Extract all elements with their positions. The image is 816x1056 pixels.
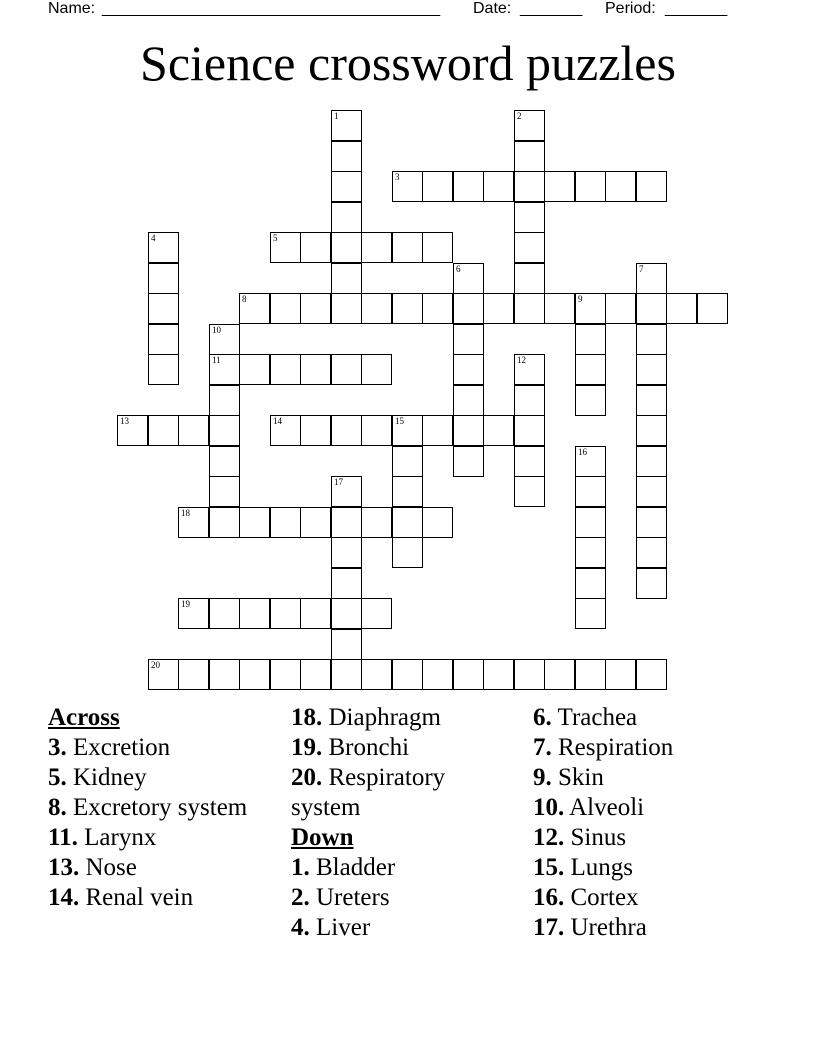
grid-cell[interactable] (483, 659, 514, 690)
clue-column-1 (48, 703, 273, 913)
clue-item (291, 763, 516, 823)
clue-item-number: 7. (533, 734, 552, 761)
grid-cell[interactable] (636, 537, 667, 568)
clue-number: 12 (517, 355, 526, 365)
grid-cell[interactable] (331, 659, 362, 690)
grid-cell[interactable] (331, 537, 362, 568)
grid-cell[interactable] (575, 476, 606, 507)
clue-item (291, 883, 516, 913)
clue-number: 18 (181, 508, 190, 518)
grid-cell[interactable] (514, 415, 545, 446)
grid-cell[interactable] (148, 354, 179, 385)
grid-cell[interactable] (422, 171, 453, 202)
grid-cell[interactable] (361, 507, 392, 538)
clue-item (48, 793, 273, 823)
grid-cell[interactable] (636, 263, 667, 294)
clue-item (533, 733, 773, 763)
grid-cell[interactable] (666, 293, 697, 324)
clue-number: 9 (578, 294, 583, 304)
clue-item-number: 2. (291, 884, 310, 911)
grid-cell[interactable] (636, 446, 667, 477)
clue-number: 13 (120, 416, 129, 426)
grid-cell[interactable] (514, 385, 545, 416)
clue-item (48, 733, 273, 763)
clue-item-text: Excretory system (66, 794, 248, 821)
grid-cell[interactable] (239, 507, 270, 538)
clue-number: 19 (181, 599, 190, 609)
clue-item-number: 18. (291, 704, 323, 731)
grid-cell[interactable] (361, 598, 392, 629)
clue-item-number: 6. (533, 704, 552, 731)
clue-item-text: Bladder (309, 854, 396, 881)
clue-number: 2 (517, 111, 522, 121)
grid-cell[interactable] (575, 354, 606, 385)
clue-number: 8 (242, 294, 247, 304)
grid-cell[interactable] (544, 171, 575, 202)
grid-cell[interactable] (209, 659, 240, 690)
grid-cell[interactable] (209, 598, 240, 629)
clue-number: 15 (395, 416, 404, 426)
grid-cell[interactable] (392, 476, 423, 507)
clue-item-text: Respiratory system (291, 764, 446, 821)
grid-cell[interactable] (331, 568, 362, 599)
clue-number: 1 (334, 111, 339, 121)
across-heading: Across (48, 704, 120, 731)
grid-cell[interactable] (453, 446, 484, 477)
clue-item-number: 12. (533, 824, 565, 851)
clue-item-number: 19. (291, 734, 323, 761)
grid-cell[interactable] (575, 659, 606, 690)
clue-column-3 (533, 703, 773, 943)
clue-item-text: Respiration (551, 734, 674, 761)
grid-cell[interactable] (300, 659, 331, 690)
grid-cell[interactable] (514, 476, 545, 507)
grid-cell[interactable] (331, 232, 362, 263)
grid-cell[interactable] (392, 293, 423, 324)
clue-item (48, 853, 273, 883)
grid-cell[interactable] (575, 446, 606, 477)
grid-cell[interactable] (575, 507, 606, 538)
clue-number: 6 (456, 264, 461, 274)
grid-cell[interactable] (331, 598, 362, 629)
grid-cell[interactable] (209, 446, 240, 477)
grid-cell[interactable] (209, 354, 240, 385)
grid-cell[interactable] (178, 507, 209, 538)
grid-cell[interactable] (361, 354, 392, 385)
clue-item (533, 883, 773, 913)
grid-cell[interactable] (544, 293, 575, 324)
clue-item-number: 3. (48, 734, 67, 761)
grid-cell[interactable] (605, 659, 636, 690)
grid-cell[interactable] (392, 507, 423, 538)
clue-item-text: Ureters (309, 884, 390, 911)
clue-item-number: 20. (291, 764, 323, 791)
grid-cell[interactable] (575, 324, 606, 355)
grid-cell[interactable] (270, 598, 301, 629)
clue-item-text: Skin (551, 764, 604, 791)
clue-number: 14 (273, 416, 282, 426)
down-heading: Down (291, 824, 354, 851)
grid-cell[interactable] (239, 598, 270, 629)
name-field[interactable]: ______________________________________ (102, 0, 441, 17)
grid-cell[interactable] (239, 293, 270, 324)
period-label: Period: (605, 0, 656, 17)
grid-cell[interactable] (148, 659, 179, 690)
clue-item (533, 703, 773, 733)
grid-cell[interactable] (483, 415, 514, 446)
grid-cell[interactable] (453, 171, 484, 202)
grid-cell[interactable] (636, 171, 667, 202)
clue-number: 4 (151, 233, 156, 243)
grid-cell[interactable] (148, 415, 179, 446)
grid-cell[interactable] (270, 507, 301, 538)
grid-cell[interactable] (636, 324, 667, 355)
clue-item (291, 733, 516, 763)
grid-cell[interactable] (300, 293, 331, 324)
grid-cell[interactable] (148, 324, 179, 355)
grid-cell[interactable] (514, 110, 545, 141)
clue-item-number: 9. (533, 764, 552, 791)
grid-cell[interactable] (392, 537, 423, 568)
grid-cell[interactable] (636, 476, 667, 507)
clue-item-number: 14. (48, 884, 80, 911)
grid-cell[interactable] (514, 202, 545, 233)
clue-item-text: Urethra (564, 914, 647, 941)
clue-item (533, 823, 773, 853)
grid-cell[interactable] (636, 568, 667, 599)
grid-cell[interactable] (239, 354, 270, 385)
grid-cell[interactable] (544, 659, 575, 690)
clue-item-number: 1. (291, 854, 310, 881)
grid-cell[interactable] (331, 293, 362, 324)
grid-cell[interactable] (178, 598, 209, 629)
grid-cell[interactable] (605, 293, 636, 324)
clue-item-text: Bronchi (322, 734, 410, 761)
clue-item-text: Sinus (564, 824, 627, 851)
grid-cell[interactable] (270, 659, 301, 690)
grid-cell[interactable] (575, 385, 606, 416)
grid-cell[interactable] (270, 415, 301, 446)
grid-cell[interactable] (331, 171, 362, 202)
grid-cell[interactable] (453, 385, 484, 416)
clue-item-number: 8. (48, 794, 67, 821)
clue-item-text: Kidney (66, 764, 147, 791)
date-label: Date: (473, 0, 512, 17)
clue-item (291, 703, 516, 733)
grid-cell[interactable] (361, 293, 392, 324)
clue-item-number: 4. (291, 914, 310, 941)
grid-cell[interactable] (178, 415, 209, 446)
grid-cell[interactable] (209, 507, 240, 538)
grid-cell[interactable] (300, 507, 331, 538)
clue-item-text: Nose (79, 854, 137, 881)
clue-item (291, 853, 516, 883)
grid-cell[interactable] (361, 232, 392, 263)
grid-cell[interactable] (209, 415, 240, 446)
grid-cell[interactable] (331, 476, 362, 507)
grid-cell[interactable] (209, 476, 240, 507)
clue-item (48, 823, 273, 853)
grid-cell[interactable] (331, 629, 362, 660)
grid-cell[interactable] (392, 232, 423, 263)
grid-cell[interactable] (575, 568, 606, 599)
clue-item-number: 17. (533, 914, 565, 941)
date-field[interactable]: _______ (520, 0, 583, 17)
clue-item-text: Cortex (564, 884, 639, 911)
clue-number: 20 (151, 660, 160, 670)
clue-item-text: Diaphragm (322, 704, 441, 731)
grid-cell[interactable] (422, 507, 453, 538)
grid-cell[interactable] (331, 141, 362, 172)
grid-cell[interactable] (361, 659, 392, 690)
grid-cell[interactable] (636, 659, 667, 690)
grid-cell[interactable] (514, 232, 545, 263)
grid-cell[interactable] (331, 263, 362, 294)
name-label: Name: (48, 0, 96, 17)
grid-cell[interactable] (605, 171, 636, 202)
grid-cell[interactable] (422, 659, 453, 690)
grid-cell[interactable] (209, 324, 240, 355)
clue-item-number: 15. (533, 854, 565, 881)
clue-item (533, 763, 773, 793)
grid-cell[interactable] (514, 141, 545, 172)
grid-cell[interactable] (239, 659, 270, 690)
clue-item (48, 763, 273, 793)
grid-cell[interactable] (209, 385, 240, 416)
grid-cell[interactable] (331, 415, 362, 446)
grid-cell[interactable] (270, 232, 301, 263)
clue-item-text: Lungs (564, 854, 633, 881)
grid-cell[interactable] (392, 415, 423, 446)
grid-cell[interactable] (300, 354, 331, 385)
grid-cell[interactable] (331, 110, 362, 141)
grid-cell[interactable] (392, 171, 423, 202)
period-field[interactable]: _______ (665, 0, 728, 17)
grid-cell[interactable] (514, 659, 545, 690)
grid-cell[interactable] (636, 385, 667, 416)
grid-cell[interactable] (331, 507, 362, 538)
grid-cell[interactable] (636, 293, 667, 324)
clue-item-text: Alveoli (564, 794, 645, 821)
grid-cell[interactable] (178, 659, 209, 690)
clue-item (533, 793, 773, 823)
clue-item (533, 853, 773, 883)
clue-item-number: 5. (48, 764, 67, 791)
grid-cell[interactable] (514, 171, 545, 202)
grid-cell[interactable] (148, 232, 179, 263)
grid-cell[interactable] (117, 415, 148, 446)
grid-cell[interactable] (575, 598, 606, 629)
grid-cell[interactable] (483, 293, 514, 324)
grid-cell[interactable] (148, 263, 179, 294)
clue-item-number: 11. (48, 824, 78, 851)
clue-item-text: Trachea (551, 704, 638, 731)
clue-item-text: Renal vein (79, 884, 194, 911)
grid-cell[interactable] (575, 293, 606, 324)
grid-cell[interactable] (514, 263, 545, 294)
grid-cell[interactable] (453, 293, 484, 324)
grid-cell[interactable] (300, 415, 331, 446)
grid-cell[interactable] (453, 263, 484, 294)
clue-column-2 (291, 703, 516, 943)
clue-item-text: Larynx (77, 824, 157, 851)
grid-cell[interactable] (422, 232, 453, 263)
grid-cell[interactable] (148, 293, 179, 324)
grid-cell[interactable] (483, 171, 514, 202)
grid-cell[interactable] (422, 293, 453, 324)
grid-cell[interactable] (392, 446, 423, 477)
grid-cell[interactable] (300, 232, 331, 263)
grid-cell[interactable] (636, 354, 667, 385)
clue-number: 11 (212, 355, 221, 365)
grid-cell[interactable] (636, 507, 667, 538)
grid-cell[interactable] (392, 659, 423, 690)
grid-cell[interactable] (575, 171, 606, 202)
clue-item (533, 913, 773, 943)
page-title: Science crossword puzzles (140, 35, 676, 91)
grid-cell[interactable] (300, 598, 331, 629)
grid-cell[interactable] (422, 415, 453, 446)
clue-number: 17 (334, 477, 343, 487)
clue-item-number: 10. (533, 794, 565, 821)
clue-number: 7 (639, 264, 644, 274)
grid-cell[interactable] (697, 293, 728, 324)
grid-cell[interactable] (636, 415, 667, 446)
clue-item-number: 13. (48, 854, 80, 881)
grid-cell[interactable] (575, 537, 606, 568)
clue-item-text: Excretion (66, 734, 171, 761)
clue-number: 16 (578, 447, 587, 457)
grid-cell[interactable] (270, 354, 301, 385)
clue-number: 10 (212, 325, 221, 335)
clue-item-text: Liver (309, 914, 371, 941)
clue-number: 5 (273, 233, 278, 243)
grid-cell[interactable] (514, 293, 545, 324)
grid-cell[interactable] (331, 354, 362, 385)
grid-cell[interactable] (453, 324, 484, 355)
grid-cell[interactable] (331, 202, 362, 233)
grid-cell[interactable] (514, 354, 545, 385)
grid-cell[interactable] (270, 293, 301, 324)
grid-cell[interactable] (453, 415, 484, 446)
grid-cell[interactable] (361, 415, 392, 446)
grid-cell[interactable] (453, 354, 484, 385)
clue-number: 3 (395, 172, 400, 182)
clue-item-number: 16. (533, 884, 565, 911)
grid-cell[interactable] (453, 659, 484, 690)
clue-item (48, 883, 273, 913)
clue-item (291, 913, 516, 943)
grid-cell[interactable] (514, 446, 545, 477)
